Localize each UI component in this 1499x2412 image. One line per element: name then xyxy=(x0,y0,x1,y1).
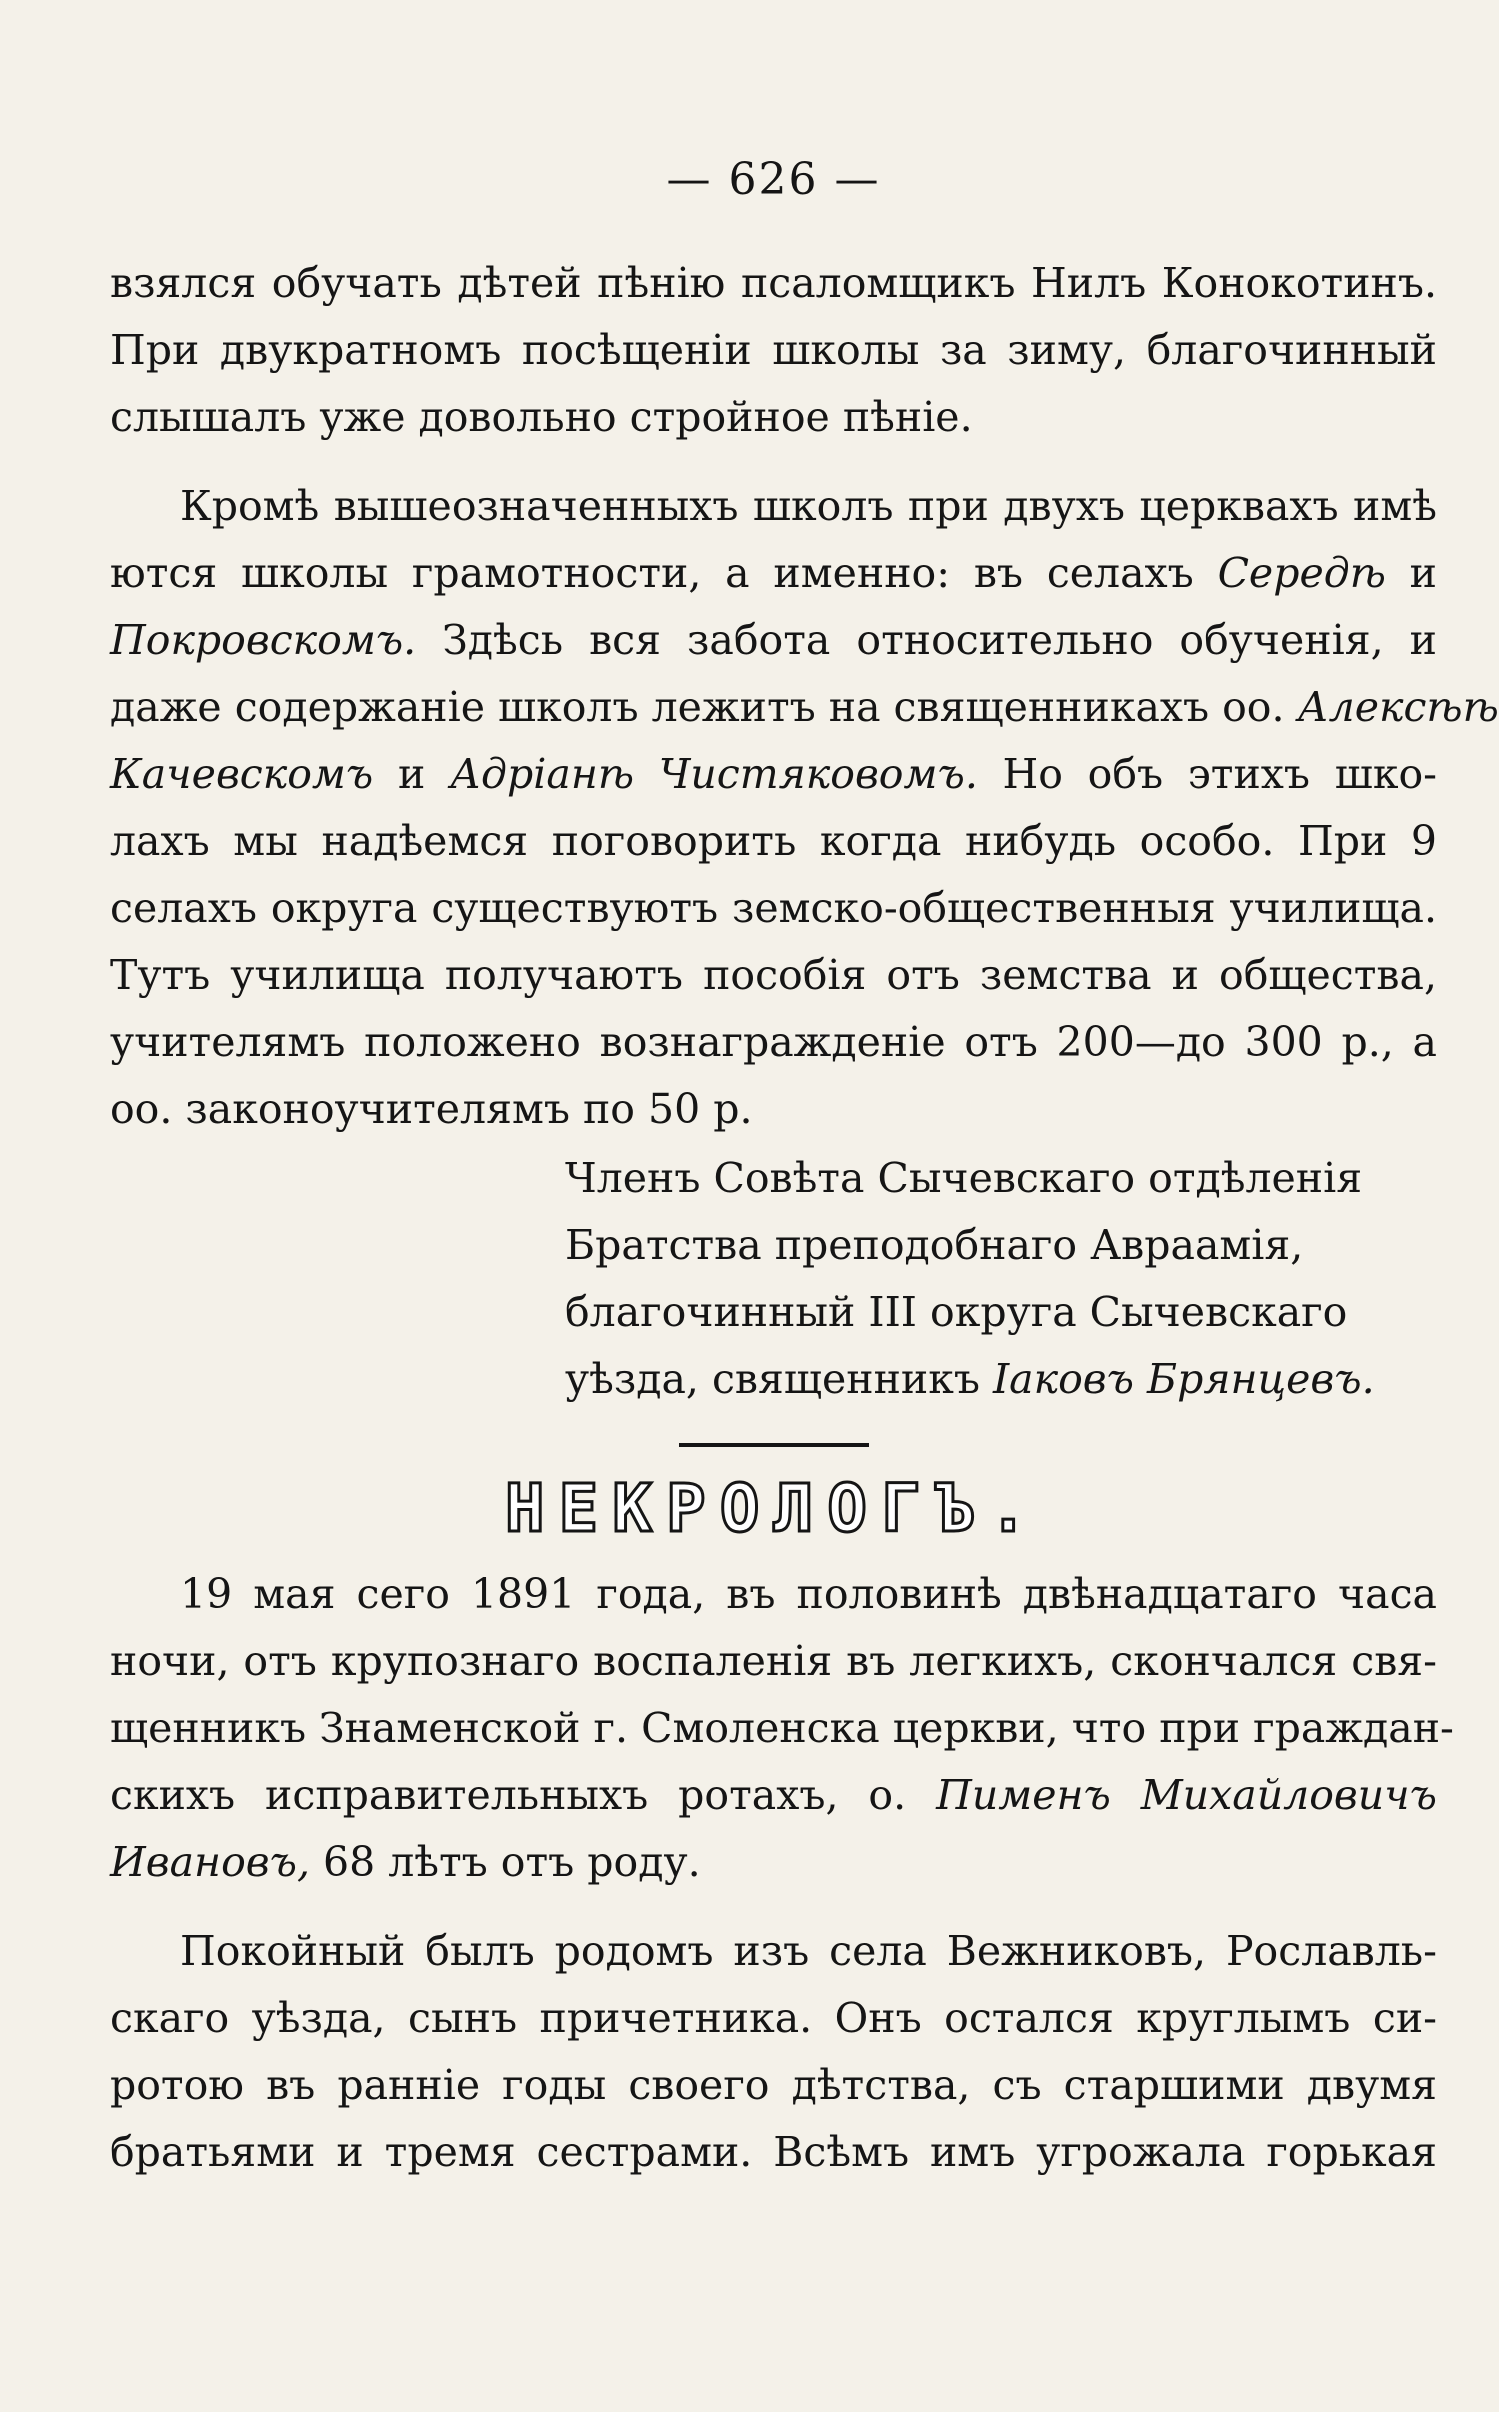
paragraph-school-singing xyxy=(110,250,1437,451)
paragraph-obituary-death xyxy=(110,1561,1454,1896)
text-line: Тутъ училища получаютъ пособія отъ земства и общества, xyxy=(110,951,1437,999)
signature-line: Членъ Совѣта Сычевскаго отдѣленія xyxy=(565,1154,1363,1202)
page-number: — 626 — xyxy=(666,154,881,205)
text-line: скихъ исправительныхъ ротахъ, о. Пименъ Михайловичъ xyxy=(110,1771,1437,1819)
signature-block xyxy=(565,1145,1437,1413)
text-line: слышалъ уже довольно стройное пѣніе. xyxy=(110,393,973,441)
text-line: Качевскомъ и Адріанѣ Чистяковомъ. Но объ этихъ шко- xyxy=(110,750,1437,798)
paragraph-literacy-schools xyxy=(110,473,1499,1143)
priest-name-aleksei: Алексѣѣ xyxy=(1297,683,1499,731)
text-line: скаго уѣзда, сынъ причетника. Онъ остался круглымъ си- xyxy=(110,1994,1437,2042)
text-line: 19 мая сего 1891 года, въ половинѣ двѣнадцатаго часа xyxy=(180,1570,1437,1618)
text-line: взялся обучать дѣтей пѣнію псаломщикъ Нилъ Конокотинъ. xyxy=(110,259,1437,307)
village-name-sereda: Середѣ xyxy=(1217,549,1386,597)
obituary-heading: НЕКРОЛОГЪ. xyxy=(504,1470,1043,1547)
text-line: лахъ мы надѣемся поговорить когда нибудь особо. При 9 xyxy=(110,817,1437,865)
section-divider xyxy=(679,1443,869,1447)
priest-name-adrian: Адріанѣ Чистяковомъ. xyxy=(449,750,978,798)
signature-line: Братства преподобнаго Авраамія, xyxy=(565,1221,1304,1269)
text-line: братьями и тремя сестрами. Всѣмъ имъ угрожала горькая xyxy=(110,2128,1437,2176)
text-line: При двукратномъ посѣщеніи школы за зиму, благочинный xyxy=(110,326,1437,374)
text-line: Покровскомъ. Здѣсь вся забота относительно обученія, и xyxy=(110,616,1437,664)
text-line: ются школы грамотности, а именно: въ селахъ Середѣ и xyxy=(110,549,1438,597)
text-line: оо. законоучителямъ по 50 р. xyxy=(110,1085,753,1133)
priest-surname-kachevsky: Качевскомъ xyxy=(110,750,374,798)
text-line: Ивановъ, 68 лѣтъ отъ роду. xyxy=(110,1838,701,1886)
text-line: ночи, отъ крупознаго воспаленія въ легкихъ, скончался свя- xyxy=(110,1637,1437,1685)
signature-line: уѣзда, священникъ Іаковъ Брянцевъ. xyxy=(565,1355,1375,1403)
text-line: ротою въ ранніе годы своего дѣтства, съ старшими двумя xyxy=(110,2061,1437,2109)
text-line: учителямъ положено вознагражденіе отъ 200—до 300 р., а xyxy=(110,1018,1437,1066)
deceased-name: Пименъ Михайловичъ xyxy=(936,1771,1437,1819)
deceased-surname: Ивановъ, xyxy=(110,1838,310,1886)
village-name-pokrovskoe: Покровскомъ. xyxy=(110,616,417,664)
signature-line: благочинный III округа Сычевскаго xyxy=(565,1288,1348,1336)
text-line: Кромѣ вышеозначенныхъ школъ при двухъ церквахъ имѣ xyxy=(180,482,1437,530)
text-line: селахъ округа существуютъ земско-общественныя училища. xyxy=(110,884,1437,932)
signatory-name: Іаковъ Брянцевъ. xyxy=(992,1355,1375,1403)
text-line: даже содержаніе школъ лежитъ на священникахъ оо. Алексѣѣ xyxy=(110,683,1499,731)
paragraph-obituary-origin xyxy=(110,1918,1437,2186)
text-line: Покойный былъ родомъ изъ села Вежниковъ, Рославль- xyxy=(180,1927,1437,1975)
text-line: щенникъ Знаменской г. Смоленска церкви, что при граждан- xyxy=(110,1704,1454,1752)
